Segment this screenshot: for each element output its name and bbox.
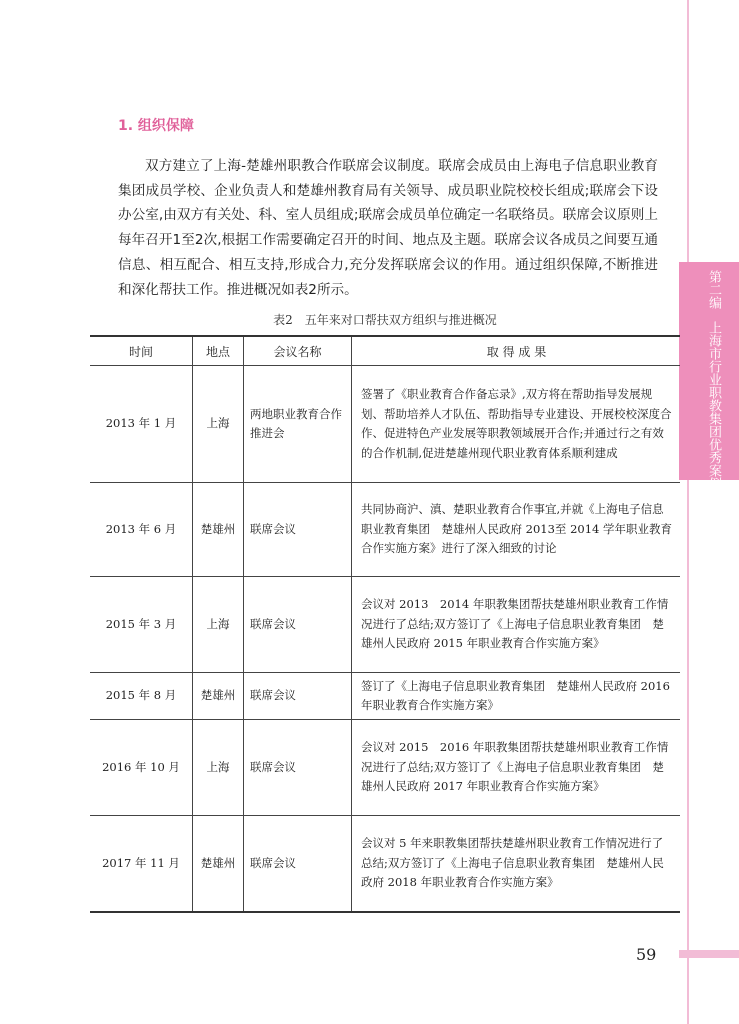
page-number: 59 — [636, 945, 657, 964]
table-row — [90, 720, 680, 816]
cell-place: 上海 — [193, 720, 244, 816]
margin-bottom-bar — [679, 950, 739, 958]
header-time: 时间 — [90, 336, 193, 366]
cell-meeting-name: 联席会议 — [244, 577, 352, 673]
cell-meeting-name: 联席会议 — [244, 816, 352, 912]
table-row — [90, 483, 680, 577]
cell-place: 楚雄州 — [193, 483, 244, 577]
cell-time: 2017 年 11 月 — [90, 816, 193, 912]
cell-time: 2013 年 6 月 — [90, 483, 193, 577]
cell-meeting-name: 联席会议 — [244, 673, 352, 720]
cell-meeting-name: 两地职业教育合作推进会 — [244, 366, 352, 483]
cell-time: 2013 年 1 月 — [90, 366, 193, 483]
cell-meeting-name: 联席会议 — [244, 483, 352, 577]
table-row — [90, 673, 680, 720]
table-caption: 表2 五年来对口帮扶双方组织与推进概况 — [273, 313, 497, 327]
margin-strip — [687, 0, 689, 1024]
body-paragraph: 双方建立了上海-楚雄州职教合作联席会议制度。联席会成员由上海电子信息职业教育集团成员学校、企业负责人和楚雄州教育局有关领导、成员职业院校校长组成;联席会下设办公室,由双方有关处、科、室人员组成;联席会成员单位确定一名联络员。联席会议原则上每年召开1至2次,根据工作需要确定召开的时间、地点及主题。联席会议各成员之间要互通信息、相互配合、相互支持,形成合力,充分发挥联席会议的作用。通过组织保障,不断推进和深化帮扶工作。推进概况如表2所示。 — [118, 158, 658, 298]
chapter-title: 上海市行业职教集团优秀案例 — [706, 321, 721, 490]
chapter-part: 第二编 — [706, 270, 721, 309]
cell-meeting-name: 联席会议 — [244, 720, 352, 816]
table-row — [90, 366, 680, 483]
cell-result: 会议对 2015 2016 年职教集团帮扶楚雄州职业教育工作情况进行了总结;双方签订了《上海电子信息职业教育集团 楚雄州人民政府 2017 年职业教育合作实施方案》 — [352, 720, 681, 816]
summary-table — [90, 335, 680, 913]
cell-place: 上海 — [193, 366, 244, 483]
header-meeting-name: 会议名称 — [244, 336, 352, 366]
cell-result: 签署了《职业教育合作备忘录》,双方将在帮助指导发展规划、帮助培养人才队伍、帮助指导专业建设、开展校校深度合作、促进特色产业发展等职教领域展开合作;并通过行之有效的合作机制,促进楚雄州现代职业教育体系顺利建成 — [352, 366, 681, 483]
cell-place: 楚雄州 — [193, 673, 244, 720]
table-row — [90, 577, 680, 673]
cell-place: 楚雄州 — [193, 816, 244, 912]
table-row — [90, 816, 680, 912]
chapter-tab-label — [700, 270, 720, 490]
cell-result: 会议对 5 年来职教集团帮扶楚雄州职业教育工作情况进行了总结;双方签订了《上海电子信息职业教育集团 楚雄州人民政府 2018 年职业教育合作实施方案》 — [352, 816, 681, 912]
header-result: 取 得 成 果 — [352, 336, 681, 366]
cell-result: 会议对 2013 2014 年职教集团帮扶楚雄州职业教育工作情况进行了总结;双方签订了《上海电子信息职业教育集团 楚雄州人民政府 2015 年职业教育合作实施方案》 — [352, 577, 681, 673]
table-header-row — [90, 336, 680, 366]
section-title: 1. 组织保障 — [118, 118, 194, 134]
cell-result: 共同协商沪、滇、楚职业教育合作事宜,并就《上海电子信息职业教育集团 楚雄州人民政府 2013至 2014 学年职业教育合作实施方案》进行了深入细致的讨论 — [352, 483, 681, 577]
cell-time: 2016 年 10 月 — [90, 720, 193, 816]
header-place: 地点 — [193, 336, 244, 366]
cell-time: 2015 年 8 月 — [90, 673, 193, 720]
cell-time: 2015 年 3 月 — [90, 577, 193, 673]
cell-place: 上海 — [193, 577, 244, 673]
cell-result: 签订了《上海电子信息职业教育集团 楚雄州人民政府 2016 年职业教育合作实施方案》 — [352, 673, 681, 720]
